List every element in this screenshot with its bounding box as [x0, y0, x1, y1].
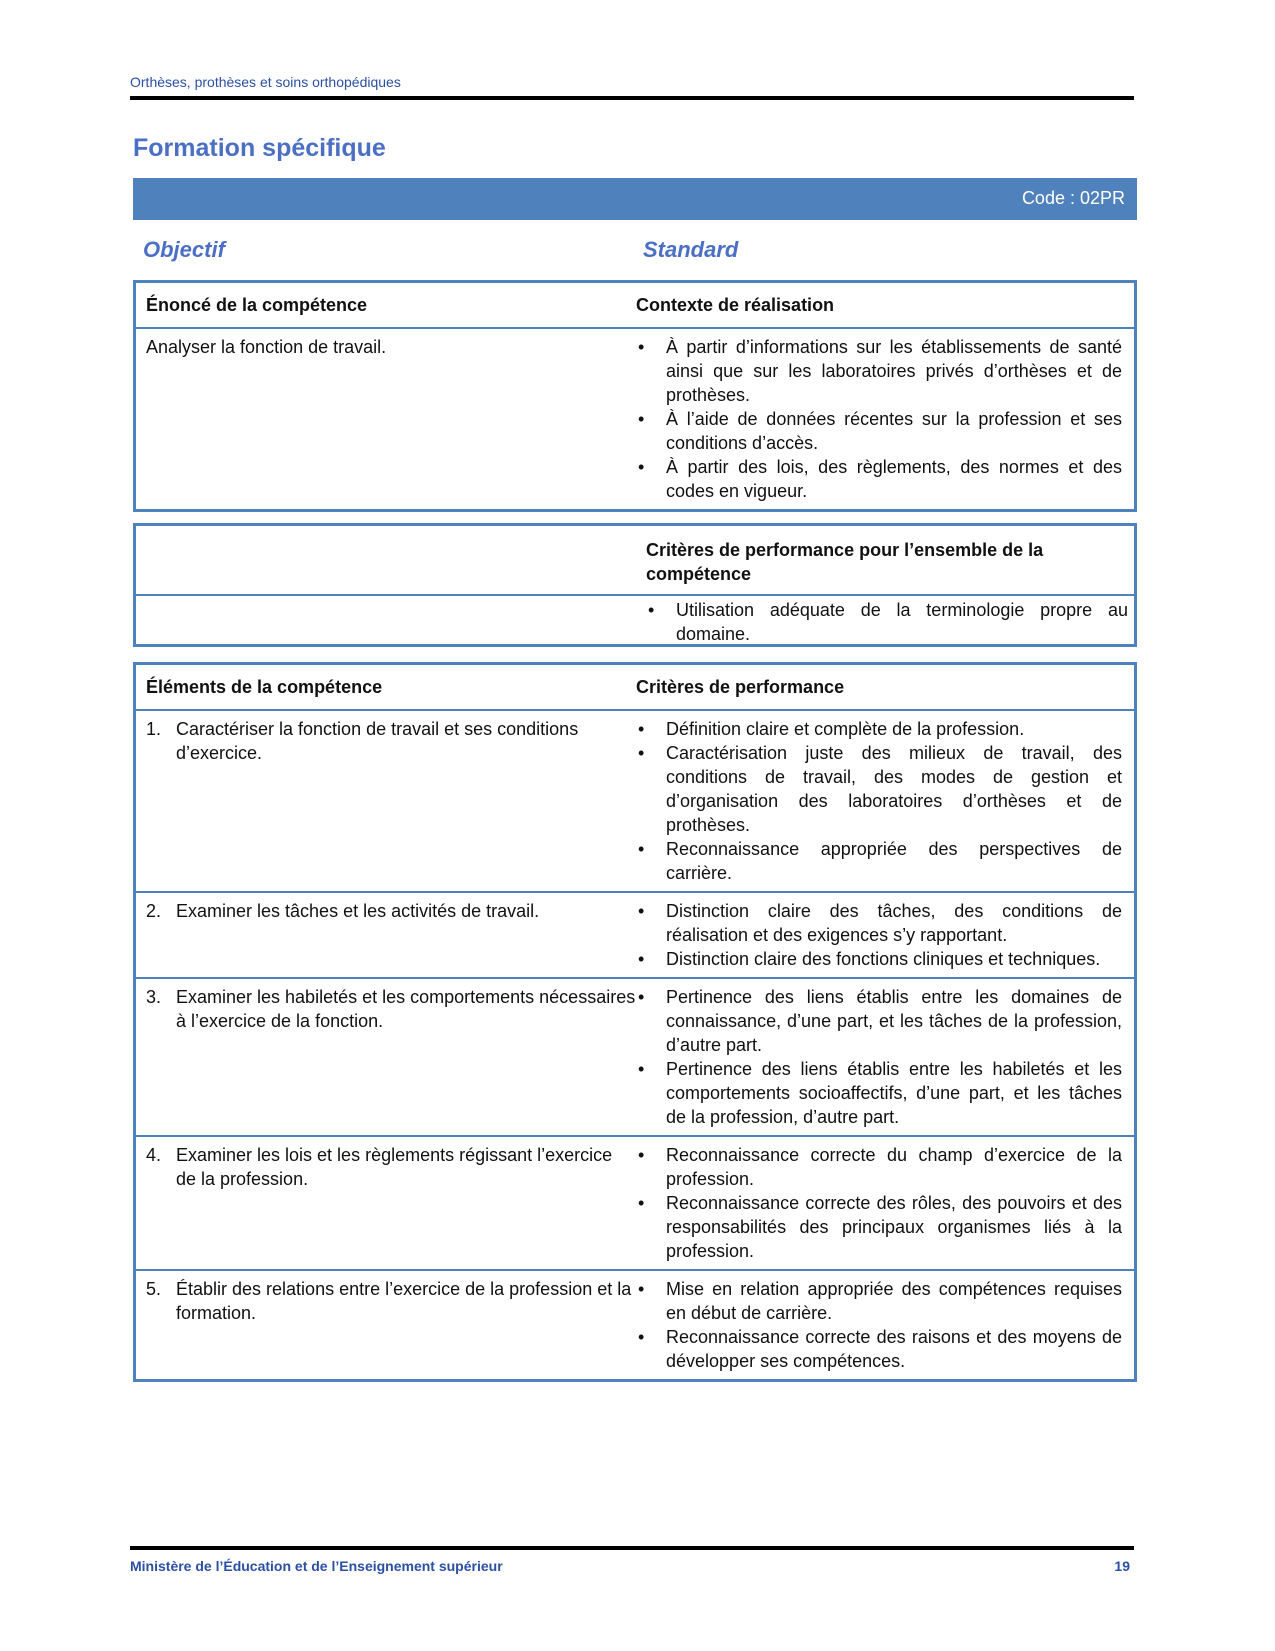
elements-header-row [136, 665, 1134, 709]
element-number: 5. [146, 1279, 162, 1299]
table-row [136, 1135, 1134, 1269]
divider [136, 594, 1134, 596]
elements-label: Éléments de la compétence [146, 677, 383, 697]
element-text: Examiner les tâches et les activités de travail. [176, 901, 540, 921]
objectif-heading: Objectif [143, 237, 225, 262]
criteres-ensemble-box [133, 523, 1137, 647]
element-cell [136, 1137, 636, 1269]
page-footer [130, 1546, 1134, 1574]
criteres-ensemble-label: Critères de performance pour l’ensemble de la compétence [646, 540, 1044, 584]
element-text: Examiner les habiletés et les comportements nécessaires à l’exercice de la fonction. [176, 987, 636, 1031]
competency-code: Code : 02PR [1021, 188, 1125, 208]
table-row [136, 709, 1134, 891]
competence-table [133, 280, 1137, 512]
element-number: 3. [146, 987, 162, 1007]
contexte-cell [636, 329, 1134, 509]
criteria-cell [636, 711, 1134, 891]
elements-table [133, 662, 1137, 1382]
ministry-name: Ministère de l’Éducation et de l’Enseignement supérieur [130, 1558, 503, 1574]
list-item: • Reconnaissance correcte du champ d’exercice de la profession. [636, 1143, 1122, 1191]
list-item: • À partir des lois, des règlements, des normes et des codes en vigueur. [636, 455, 1122, 503]
table-row [136, 1269, 1134, 1379]
element-cell [136, 711, 636, 891]
criteria-cell [636, 893, 1134, 977]
running-title: Orthèses, prothèses et soins orthopédiques [130, 74, 401, 90]
list-item: • Distinction claire des tâches, des conditions de réalisation et des exigences s’y rapportant. [636, 899, 1122, 947]
element-cell [136, 893, 636, 977]
list-item: • Caractérisation juste des milieux de travail, des conditions de travail, des modes de gestion et d’organisation des laboratoires d’orthèses et de prothèses. [636, 741, 1122, 837]
criteres-label: Critères de performance [636, 677, 845, 697]
enonce-label: Énoncé de la compétence [146, 295, 368, 315]
element-number: 2. [146, 901, 162, 921]
list-item: • Pertinence des liens établis entre les domaines de connaissance, d’une part, et les tâches de la profession, d’autre part. [636, 985, 1122, 1057]
list-item: • Reconnaissance appropriée des perspectives de carrière. [636, 837, 1122, 885]
contexte-label: Contexte de réalisation [636, 295, 835, 315]
standard-heading: Standard [643, 237, 739, 262]
criteria-cell [636, 1137, 1134, 1269]
page-header [130, 74, 1134, 100]
element-cell [136, 979, 636, 1135]
element-number: 1. [146, 719, 162, 739]
element-text: Caractériser la fonction de travail et ses conditions d’exercice. [176, 719, 579, 763]
code-bar [133, 178, 1137, 220]
competence-body-row [136, 327, 1134, 509]
list-item: • Reconnaissance correcte des raisons et des moyens de développer ses compétences. [636, 1325, 1122, 1373]
list-item: • Mise en relation appropriée des compétences requises en début de carrière. [636, 1277, 1122, 1325]
element-text: Établir des relations entre l’exercice de la profession et la formation. [176, 1279, 632, 1323]
list-item: • Pertinence des liens établis entre les habiletés et les comportements socioaffectifs, d’une part, et les tâches de la profession, d’autre part. [636, 1057, 1122, 1129]
section-title: Formation spécifique [133, 134, 386, 162]
list-item: • Distinction claire des fonctions cliniques et techniques. [636, 947, 1122, 971]
list-item: • Reconnaissance correcte des rôles, des pouvoirs et des responsabilités des principaux organismes liés à la profession. [636, 1191, 1122, 1263]
page-number: 19 [1114, 1558, 1130, 1574]
list-item: • À partir d’informations sur les établissements de santé ainsi que sur les laboratoires privés d’orthèses et de prothèses. [636, 335, 1122, 407]
competence-header-row [136, 283, 1134, 327]
criteria-cell [636, 979, 1134, 1135]
list-item: • Utilisation adéquate de la terminologie propre au domaine. [646, 598, 1128, 646]
element-number: 4. [146, 1145, 162, 1165]
criteria-cell [636, 1271, 1134, 1379]
element-text: Examiner les lois et les règlements régissant l’exercice de la profession. [176, 1145, 613, 1189]
list-item: • Définition claire et complète de la profession. [636, 717, 1122, 741]
list-item: • À l’aide de données récentes sur la profession et ses conditions d’accès. [636, 407, 1122, 455]
element-cell [136, 1271, 636, 1379]
contexte-list [636, 335, 1122, 503]
table-row [136, 977, 1134, 1135]
criteres-ensemble-list [646, 598, 1128, 646]
table-row [136, 891, 1134, 977]
enonce-text: Analyser la fonction de travail. [146, 337, 387, 357]
